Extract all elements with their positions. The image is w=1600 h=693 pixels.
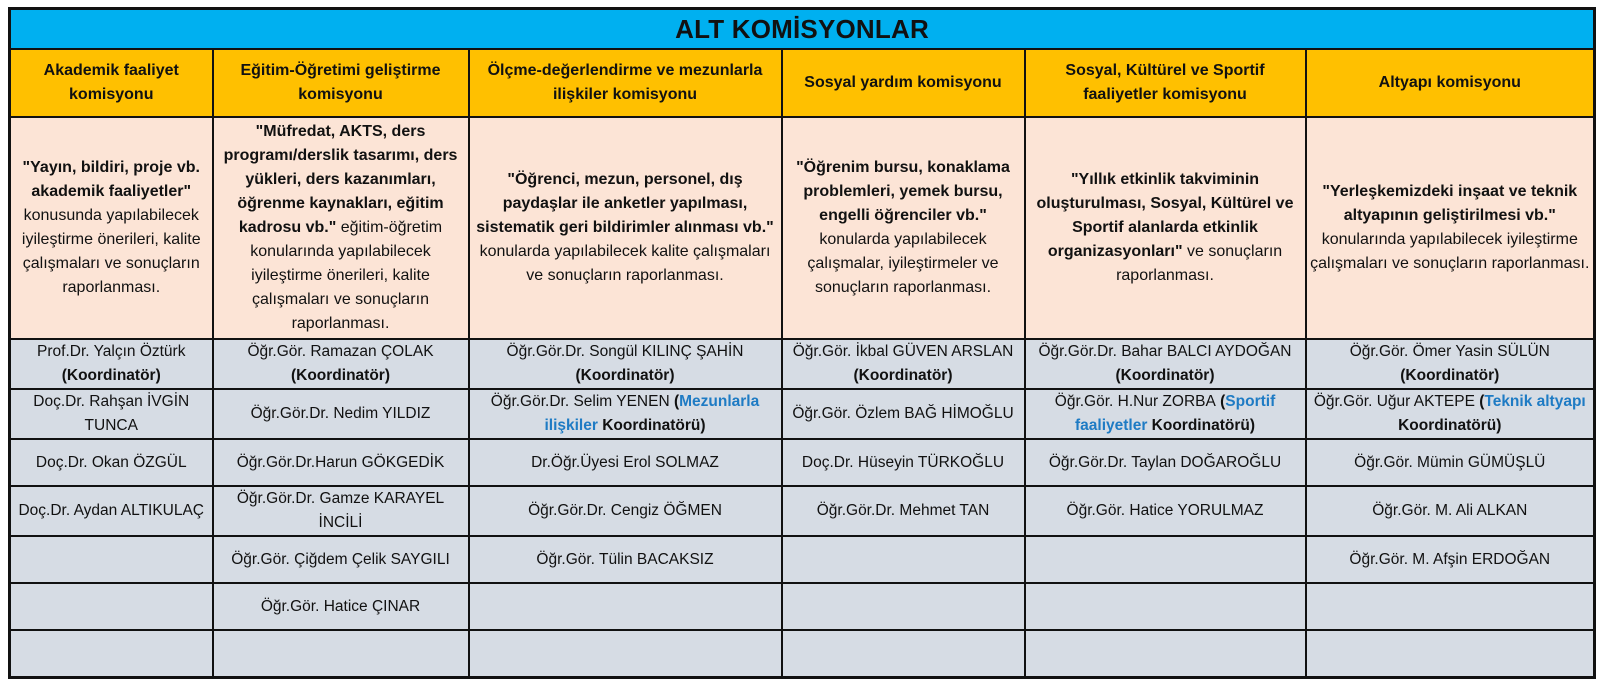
member-cell (10, 339, 213, 389)
coordinator-label: (Koordinatör) (1400, 367, 1500, 384)
role-prefix: ( (1215, 393, 1226, 410)
member-cell (10, 630, 213, 678)
description-rest: konusunda yapılabilecek iyileştirme önerileri, kalite çalışmaları ve sonuçların raporlanması. (21, 207, 201, 296)
committee-header-row (10, 49, 1595, 117)
member-name: Doç.Dr. Rahşan İVGİN TUNCA (33, 393, 190, 434)
member-row (10, 439, 1595, 486)
member-cell: Öğr.Gör.Dr. Gamze KARAYEL İNCİLİ (213, 486, 469, 536)
committee-description (10, 117, 213, 339)
committee-description (1306, 117, 1595, 339)
role-suffix: Koordinatörü) (1147, 417, 1255, 434)
member-cell (1306, 583, 1595, 630)
description-bold: "Müfredat, AKTS, ders programı/derslik tasarımı, ders yükleri, ders kazanımları, öğrenme kaynakları, eğitim kadrosu vb." (223, 123, 458, 236)
description-bold: "Yıllık etkinlik takviminin oluşturulması, Sosyal, Kültürel ve Sportif alanlarda etkinlik organizasyonları" (1036, 171, 1294, 260)
member-cell (1025, 389, 1306, 439)
committee-header: Ölçme-değerlendirme ve mezunlarla ilişkiler komisyonu (469, 49, 782, 117)
table-title: ALT KOMİSYONLAR (10, 9, 1595, 50)
member-cell (782, 536, 1025, 583)
member-cell (213, 389, 469, 439)
member-name: Öğr.Gör. H.Nur ZORBA (1054, 393, 1216, 410)
member-cell: Öğr.Gör. Tülin BACAKSIZ (469, 536, 782, 583)
member-name: Öğr.Gör. Özlem BAĞ HİMOĞLU (792, 405, 1014, 422)
coordinator-label: (Koordinatör) (853, 367, 953, 384)
member-cell (1306, 630, 1595, 678)
member-cell (1025, 630, 1306, 678)
member-cell (782, 339, 1025, 389)
member-cell: Öğr.Gör. Çiğdem Çelik SAYGILI (213, 536, 469, 583)
committee-description (469, 117, 782, 339)
sub-coordinator-role: Mezunlarla ilişkiler (544, 393, 760, 434)
member-row (10, 630, 1595, 678)
coordinator-label: (Koordinatör) (1115, 367, 1215, 384)
member-row (10, 583, 1595, 630)
description-row (10, 117, 1595, 339)
role-prefix: ( (669, 393, 680, 410)
committee-header: Altyapı komisyonu (1306, 49, 1595, 117)
coordinator-row (10, 339, 1595, 389)
role-suffix: Koordinatörü) (597, 417, 706, 434)
committee-header: Sosyal yardım komisyonu (782, 49, 1025, 117)
member-cell (1306, 389, 1595, 439)
coordinator-label: (Koordinatör) (575, 367, 675, 384)
description-rest: eğitim-öğretim konularında yapılabilecek iyileştirme önerileri, kalite çalışmaları ve sonuçların raporlanması. (250, 219, 443, 332)
member-row (10, 486, 1595, 536)
member-cell (469, 583, 782, 630)
member-cell (1025, 583, 1306, 630)
member-row (10, 389, 1595, 439)
member-name: Prof.Dr. Yalçın Öztürk (37, 343, 186, 360)
member-cell (10, 583, 213, 630)
coordinator-label: (Koordinatör) (290, 367, 390, 384)
member-cell: Dr.Öğr.Üyesi Erol SOLMAZ (469, 439, 782, 486)
member-cell (469, 630, 782, 678)
description-bold: "Yayın, bildiri, proje vb. akademik faaliyetler" (22, 159, 200, 200)
member-cell: Öğr.Gör. M. Ali ALKAN (1306, 486, 1595, 536)
description-rest: ve sonuçların raporlanması. (1116, 243, 1283, 284)
member-cell: Öğr.Gör. M. Afşin ERDOĞAN (1306, 536, 1595, 583)
member-row (10, 536, 1595, 583)
member-cell (1025, 339, 1306, 389)
member-name: Öğr.Gör. Uğur AKTEPE (1313, 393, 1475, 410)
description-rest: konularında yapılabilecek iyileştirme çalışmaları ve sonuçların raporlanması. (1310, 231, 1590, 272)
member-cell (469, 339, 782, 389)
committee-header: Eğitim-Öğretimi geliştirme komisyonu (213, 49, 469, 117)
member-name: Öğr.Gör.Dr. Selim YENEN (490, 393, 670, 410)
member-cell: Öğr.Gör.Dr. Taylan DOĞAROĞLU (1025, 439, 1306, 486)
member-cell (1306, 339, 1595, 389)
description-bold: "Öğrenim bursu, konaklama problemleri, yemek bursu, engelli öğrenciler vb." (796, 159, 1010, 224)
member-cell: Doç.Dr. Aydan ALTIKULAÇ (10, 486, 213, 536)
member-cell: Öğr.Gör.Dr.Harun GÖKGEDİK (213, 439, 469, 486)
sub-commissions-table (8, 7, 1596, 679)
member-name: Öğr.Gör. İkbal GÜVEN ARSLAN (792, 343, 1014, 360)
member-name: Öğr.Gör.Dr. Nedim YILDIZ (250, 405, 431, 422)
member-cell: Doç.Dr. Okan ÖZGÜL (10, 439, 213, 486)
committee-description (213, 117, 469, 339)
member-cell: Doç.Dr. Hüseyin TÜRKOĞLU (782, 439, 1025, 486)
member-cell (1025, 536, 1306, 583)
member-cell (213, 339, 469, 389)
committee-header: Sosyal, Kültürel ve Sportif faaliyetler komisyonu (1025, 49, 1306, 117)
member-name: Öğr.Gör. Ömer Yasin SÜLÜN (1349, 343, 1550, 360)
member-cell (469, 389, 782, 439)
role-suffix: Koordinatörü) (1398, 417, 1502, 434)
member-name: Öğr.Gör.Dr. Songül KILINÇ ŞAHİN (506, 343, 744, 360)
member-cell (782, 630, 1025, 678)
committee-description (782, 117, 1025, 339)
member-cell: Öğr.Gör. Hatice ÇINAR (213, 583, 469, 630)
member-name: Öğr.Gör. Ramazan ÇOLAK (247, 343, 434, 360)
description-rest: konularda yapılabilecek çalışmalar, iyileştirmeler ve sonuçların raporlanması. (807, 231, 999, 296)
title-row (10, 9, 1595, 50)
description-bold: "Öğrenci, mezun, personel, dış paydaşlar ile anketler yapılması, sistematik geri bildirimler alınması vb." (476, 171, 774, 236)
member-cell (10, 536, 213, 583)
coordinator-label: (Koordinatör) (61, 367, 161, 384)
member-name: Öğr.Gör.Dr. Bahar BALCI AYDOĞAN (1038, 343, 1292, 360)
description-bold: "Yerleşkemizdeki inşaat ve teknik altyapının geliştirilmesi vb." (1322, 183, 1578, 224)
committee-header: Akademik faaliyet komisyonu (10, 49, 213, 117)
description-rest: konularda yapılabilecek kalite çalışmaları ve sonuçların raporlanması. (479, 243, 771, 284)
role-prefix: ( (1474, 393, 1485, 410)
member-cell (782, 583, 1025, 630)
member-cell: Öğr.Gör. Mümin GÜMÜŞLÜ (1306, 439, 1595, 486)
member-cell: Öğr.Gör. Hatice YORULMAZ (1025, 486, 1306, 536)
sub-coordinator-role: Sportif faaliyetler (1074, 393, 1276, 434)
committee-description (1025, 117, 1306, 339)
member-cell: Öğr.Gör.Dr. Cengiz ÖĞMEN (469, 486, 782, 536)
sub-coordinator-role: Teknik altyapı (1484, 393, 1586, 410)
member-cell: Öğr.Gör.Dr. Mehmet TAN (782, 486, 1025, 536)
member-cell (782, 389, 1025, 439)
member-cell (10, 389, 213, 439)
member-cell (213, 630, 469, 678)
